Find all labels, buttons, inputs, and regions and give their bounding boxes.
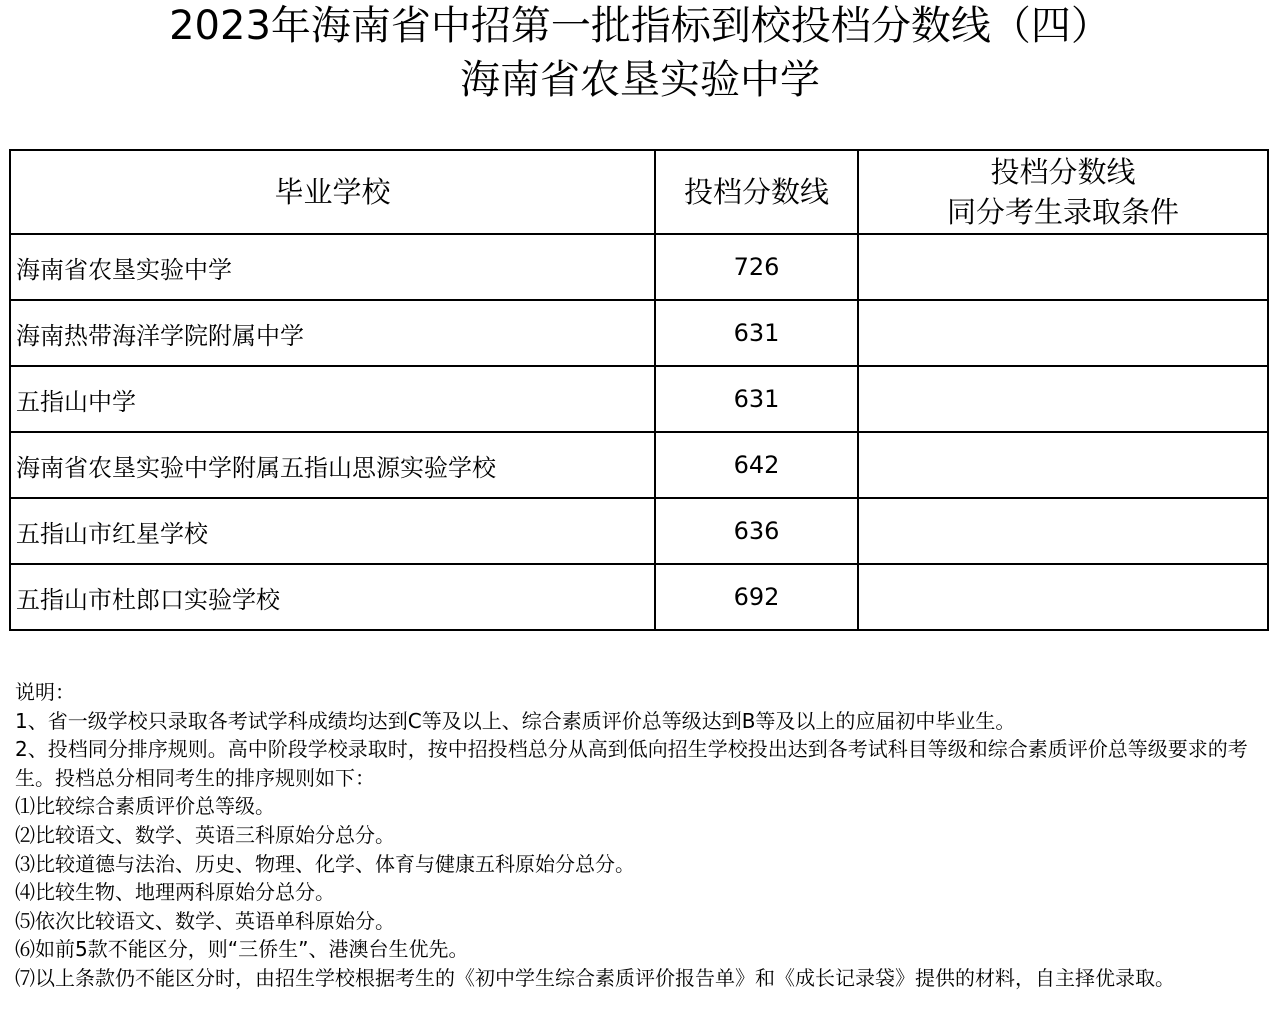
table-row (10, 498, 1268, 564)
score-cell: 642 (655, 432, 858, 498)
condition-cell (858, 366, 1268, 432)
table-row (10, 300, 1268, 366)
school-cell: 海南省农垦实验中学 (10, 234, 655, 300)
school-cell: 海南省农垦实验中学附属五指山思源实验学校 (10, 432, 655, 498)
notes-section (15, 678, 1267, 993)
note-item: ⑶比较道德与法治、历史、物理、化学、体育与健康五科原始分总分。 (15, 851, 635, 876)
score-cell: 631 (655, 366, 858, 432)
table-row (10, 432, 1268, 498)
score-cell: 692 (655, 564, 858, 630)
school-cell: 五指山中学 (10, 366, 655, 432)
note-item: ⑵比较语文、数学、英语三科原始分总分。 (15, 822, 395, 847)
header-condition-line2: 同分考生录取条件 (946, 195, 1179, 229)
note-item: ⑷比较生物、地理两科原始分总分。 (15, 880, 335, 905)
condition-cell (858, 432, 1268, 498)
table-row (10, 366, 1268, 432)
score-table (9, 149, 1269, 631)
score-cell: 636 (655, 498, 858, 564)
note-item: ⑺以上条款仍不能区分时，由招生学校根据考生的《初中学生综合素质评价报告单》和《成长记录袋》提供的材料，自主择优录取。 (15, 965, 1175, 990)
condition-cell (858, 234, 1268, 300)
score-cell: 726 (655, 234, 858, 300)
document-subtitle: 海南省农垦实验中学 (460, 57, 820, 103)
note-item: ⑴比较综合素质评价总等级。 (15, 794, 275, 819)
header-school: 毕业学校 (10, 150, 655, 234)
condition-cell (858, 564, 1268, 630)
school-cell: 五指山市杜郎口实验学校 (10, 564, 655, 630)
note-item: ⑸依次比较语文、数学、英语单科原始分。 (15, 908, 395, 933)
table-row (10, 234, 1268, 300)
note-item: ⑹如前5款不能区分，则“三侨生”、港澳台生优先。 (15, 937, 469, 962)
document-title: 2023年海南省中招第一批指标到校投档分数线（四） (169, 3, 1111, 49)
score-cell: 631 (655, 300, 858, 366)
school-cell: 海南热带海洋学院附属中学 (10, 300, 655, 366)
header-score: 投档分数线 (655, 150, 858, 234)
note-item: 1、省一级学校只录取各考试学科成绩均达到C等及以上、综合素质评价总等级达到B等及以上的应届初中毕业生。 (15, 708, 1016, 733)
table-header-row (10, 150, 1268, 234)
condition-cell (858, 300, 1268, 366)
condition-cell (858, 498, 1268, 564)
table-row (10, 564, 1268, 630)
header-condition-line1: 投档分数线 (990, 155, 1136, 189)
note-item: 2、投档同分排序规则。高中阶段学校录取时，按中招投档总分从高到低向招生学校投出达到各考试科目等级和综合素质评价总等级要求的考生。投档总分相同考生的排序规则如下： (15, 737, 1248, 790)
notes-heading: 说明： (15, 680, 75, 704)
header-condition (858, 150, 1268, 234)
school-cell: 五指山市红星学校 (10, 498, 655, 564)
